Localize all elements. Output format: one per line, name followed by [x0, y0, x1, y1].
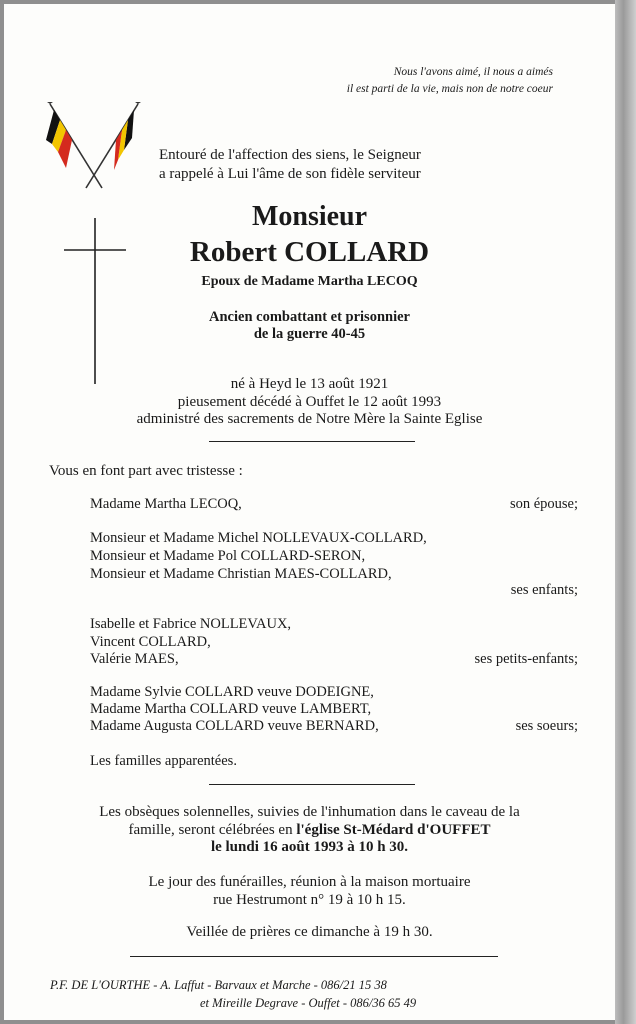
family-child-name: Monsieur et Madame Christian MAES-COLLARD, — [90, 566, 392, 582]
undertaker-line-2: et Mireille Degrave - Ouffet - 086/36 65 49 — [200, 996, 417, 1010]
family-sister-name: Madame Sylvie COLLARD veuve DODEIGNE, — [90, 684, 374, 700]
family-grandchild-row — [90, 651, 578, 669]
announcement: Vous en font part avec tristesse : — [49, 463, 243, 479]
family-sister-name: Madame Martha COLLARD veuve LAMBERT, — [90, 701, 372, 717]
epigraph-line-1: Nous l'avons aimé, il nous a aimés — [393, 66, 553, 78]
family-spouse-role: son épouse; — [509, 496, 578, 512]
family-children-role: ses enfants; — [510, 582, 578, 598]
divider-3 — [130, 956, 498, 957]
deceased-title: Monsieur — [251, 201, 368, 232]
family-spouse-row — [90, 496, 578, 514]
family-sister-row — [90, 701, 578, 719]
reunion-line-2: rue Hestrumont n° 19 à 10 h 15. — [213, 891, 406, 908]
memorial-card — [4, 4, 615, 1020]
family-children-role-row — [90, 582, 578, 600]
family-child-name: Monsieur et Madame Pol COLLARD-SERON, — [90, 548, 366, 564]
intro-line-1: Entouré de l'affection des siens, le Seigneur — [159, 147, 421, 163]
funeral-church: l'église St-Médard d'OUFFET — [296, 821, 491, 838]
veteran-status — [4, 309, 615, 343]
belgian-flags-icon — [44, 102, 144, 192]
veteran-line-2: de la guerre 40-45 — [253, 326, 366, 342]
funeral-date: le lundi 16 août 1993 à 10 h 30. — [210, 839, 409, 855]
undertaker-line-1: P.F. DE L'OURTHE - A. Laffut - Barvaux et Marche - 086/21 15 38 — [50, 978, 387, 992]
family-grandchild-name: Isabelle et Fabrice NOLLEVAUX, — [90, 616, 292, 632]
deceased-spouse: Epoux de Madame Martha LECOQ — [201, 274, 418, 289]
vigil-notice: Veillée de prières ce dimanche à 19 h 30. — [186, 924, 433, 940]
family-grandchild-row — [90, 616, 578, 634]
divider-1 — [209, 441, 415, 442]
family-related: Les familles apparentées. — [90, 753, 237, 769]
funeral-line-1: Les obsèques solennelles, suivies de l'inhumation dans le caveau de la — [99, 804, 520, 820]
deceased-name: Robert COLLARD — [189, 236, 430, 268]
family-child-name: Monsieur et Madame Michel NOLLEVAUX-COLLARD, — [90, 530, 427, 546]
family-sisters-role: ses soeurs; — [515, 718, 578, 734]
family-child-row — [90, 548, 578, 566]
family-related-row — [90, 753, 578, 771]
reunion-line-1: Le jour des funérailles, réunion à la maison mortuaire — [148, 874, 471, 890]
left-flag — [46, 110, 72, 168]
reunion-notice — [4, 874, 615, 909]
card-edge — [615, 0, 636, 1024]
sacraments-line: administré des sacrements de Notre Mère la Sainte Eglise — [136, 411, 483, 427]
family-sister-name: Madame Augusta COLLARD veuve BERNARD, — [90, 718, 379, 734]
family-grandchild-row — [90, 634, 578, 652]
epigraph-line-2: il est parti de la vie, mais non de notre coeur — [346, 83, 553, 95]
undertaker-info — [50, 976, 416, 1012]
right-flag — [114, 110, 134, 170]
family-sister-row — [90, 718, 578, 736]
veteran-line-1: Ancien combattant et prisonnier — [209, 309, 410, 325]
life-dates — [4, 376, 615, 429]
intro-text — [159, 146, 421, 184]
family-grandchild-name: Valérie MAES, — [90, 651, 179, 667]
family-grandchildren-role: ses petits-enfants; — [474, 651, 578, 667]
birth-line: né à Heyd le 13 août 1921 — [230, 376, 389, 392]
divider-2 — [209, 784, 415, 785]
epigraph — [347, 64, 553, 98]
family-sister-row — [90, 684, 578, 702]
death-line: pieusement décédé à Ouffet le 12 août 1993 — [177, 393, 442, 410]
intro-line-2: a rappelé à Lui l'âme de son fidèle serviteur — [159, 166, 421, 182]
family-spouse-name: Madame Martha LECOQ, — [90, 496, 242, 512]
family-child-row — [90, 530, 578, 548]
funeral-line-2-start: famille, seront célébrées en — [128, 821, 297, 838]
family-grandchild-name: Vincent COLLARD, — [90, 634, 211, 650]
funeral-line-2 — [4, 822, 615, 840]
funeral-notice — [4, 804, 615, 857]
